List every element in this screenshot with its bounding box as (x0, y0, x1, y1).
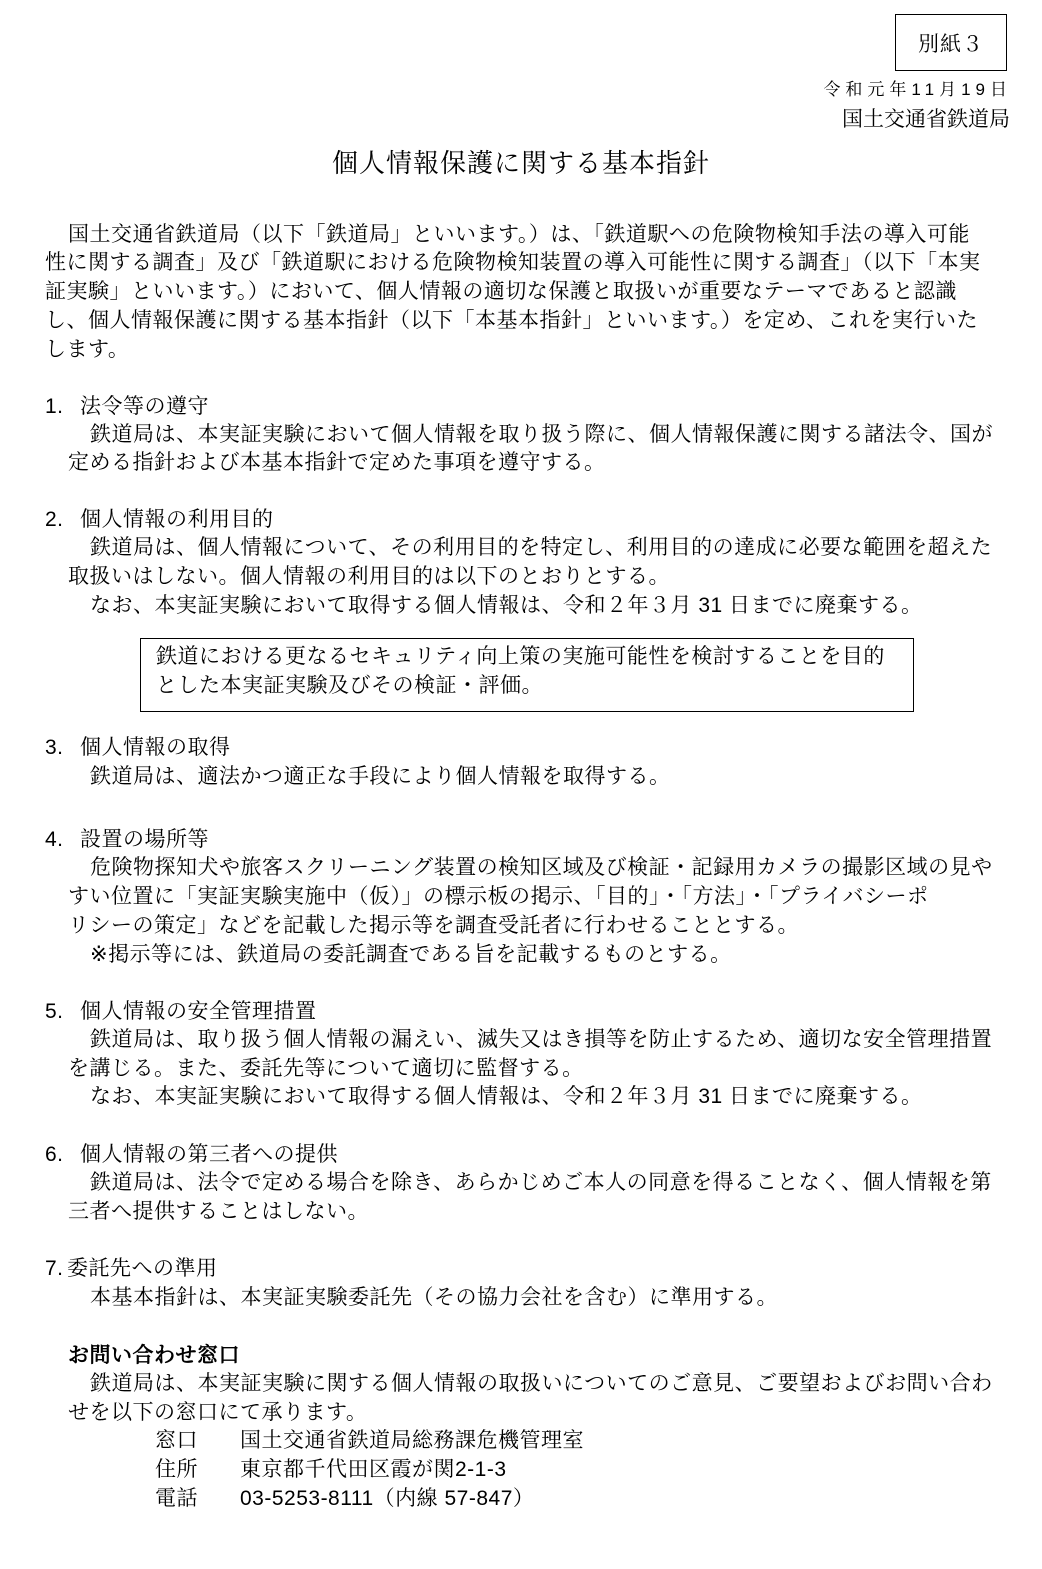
section-note-line: ※掲示等には、鉄道局の委託調査である旨を記載するものとする。 (90, 943, 732, 966)
intro-line: 性に関する調査」及び「鉄道駅における危険物検知装置の導入可能性に関する調査」（以下「本実 (45, 251, 981, 274)
section-line: 鉄道局は、個人情報について、その利用目的を特定し、利用目的の達成に必要な範囲を超えた (90, 536, 993, 559)
contact-value-window: 国土交通省鉄道局総務課危機管理室 (240, 1429, 584, 1452)
section-heading: 設置の場所等 (80, 828, 209, 851)
section-heading: 個人情報の取得 (80, 736, 231, 759)
section-number: 2. (45, 508, 64, 531)
section-number: 1. (45, 395, 64, 418)
document-date: 令和元年11月19日 (823, 80, 1012, 99)
issuer: 国土交通省鉄道局 (842, 108, 1010, 131)
section-line: 危険物探知犬や旅客スクリーニング装置の検知区域及び検証・記録用カメラの撮影区域の見や (90, 856, 993, 879)
purpose-box-line: とした本実証実験及びその検証・評価。 (156, 674, 543, 697)
section-line: 鉄道局は、本実証実験において個人情報を取り扱う際に、個人情報保護に関する諸法令、国が (90, 423, 993, 446)
section-line: 鉄道局は、取り扱う個人情報の漏えい、滅失又はき損等を防止するため、適切な安全管理措置 (90, 1028, 993, 1051)
contact-line: せを以下の窓口にて承ります。 (68, 1401, 368, 1424)
section-line: なお、本実証実験において取得する個人情報は、令和２年３月 31 日までに廃棄する。 (90, 594, 923, 617)
section-heading: 個人情報の第三者への提供 (80, 1143, 338, 1166)
contact-heading: お問い合わせ窓口 (68, 1344, 240, 1367)
section-heading: 個人情報の利用目的 (80, 508, 274, 531)
intro-line: 国土交通省鉄道局（以下「鉄道局」といいます。）は、「鉄道駅への危険物検知手法の導入可能 (68, 223, 970, 246)
attachment-label: 別紙３ (918, 32, 984, 56)
section-line: 本基本指針は、本実証実験委託先（その協力会社を含む）に準用する。 (90, 1286, 778, 1309)
section-number: 3. (45, 736, 64, 759)
page-title: 個人情報保護に関する基本指針 (331, 148, 710, 178)
purpose-box-line: 鉄道における更なるセキュリティ向上策の実施可能性を検討することを目的 (156, 645, 885, 668)
contact-label-address: 住所 (155, 1458, 198, 1481)
section-line: 三者へ提供することはしない。 (68, 1200, 369, 1223)
section-heading: 委託先への準用 (67, 1257, 218, 1280)
intro-line: 証実験」といいます。）において、個人情報の適切な保護と取扱いが重要なテーマであると認識 (45, 280, 957, 303)
section-line: 鉄道局は、適法かつ適正な手段により個人情報を取得する。 (90, 765, 671, 788)
section-line: なお、本実証実験において取得する個人情報は、令和２年３月 31 日までに廃棄する。 (90, 1085, 923, 1108)
contact-line: 鉄道局は、本実証実験に関する個人情報の取扱いについてのご意見、ご要望およびお問い合わ (90, 1372, 993, 1395)
intro-line: し、個人情報保護に関する基本指針（以下「本基本指針」といいます。）を定め、これを実行いた (45, 309, 978, 332)
contact-value-address: 東京都千代田区霞が関2-1-3 (240, 1458, 507, 1481)
attachment-label-box (895, 14, 1007, 71)
section-number: 6. (45, 1143, 64, 1166)
section-number: 7. (45, 1257, 64, 1280)
contact-label-phone: 電話 (155, 1487, 198, 1510)
contact-label-window: 窓口 (155, 1429, 198, 1452)
intro-line: します。 (45, 338, 130, 361)
section-heading: 法令等の遵守 (80, 395, 209, 418)
section-line: リシーの策定」などを記載した掲示等を調査受託者に行わせることとする。 (68, 914, 799, 937)
section-line: を講じる。また、委託先等について適切に監督する。 (68, 1057, 584, 1080)
section-heading: 個人情報の安全管理措置 (80, 1000, 317, 1023)
section-number: 4. (45, 828, 64, 851)
section-line: 定める指針および本基本指針で定めた事項を遵守する。 (68, 451, 606, 474)
section-line: 鉄道局は、法令で定める場合を除き、あらかじめご本人の同意を得ることなく、個人情報を第 (90, 1171, 992, 1194)
section-line: すい位置に「実証実験実施中（仮）」の標示板の掲示、「目的」・「方法」・「プライバシーポ (68, 885, 929, 908)
contact-value-phone: 03-5253-8111（内線 57-847） (240, 1487, 535, 1510)
section-number: 5. (45, 1000, 64, 1023)
section-line: 取扱いはしない。個人情報の利用目的は以下のとおりとする。 (68, 565, 670, 588)
